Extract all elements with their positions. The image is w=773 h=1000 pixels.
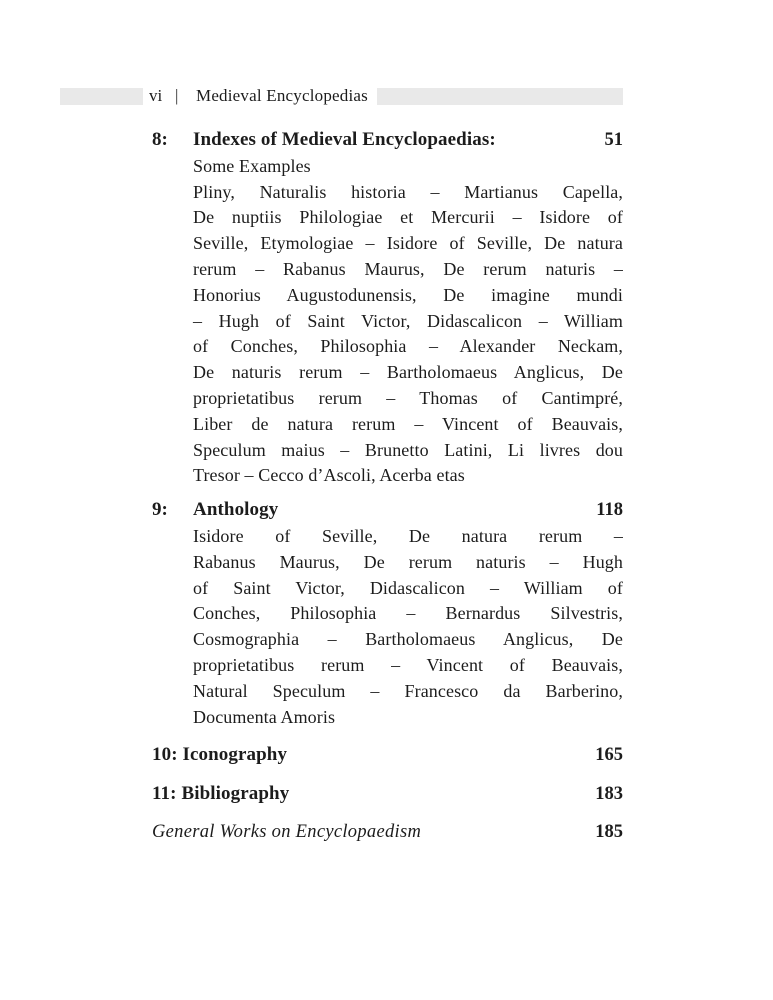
entry-body-line: De naturis rerum – Bartholomaeus Anglicus, De <box>193 362 623 383</box>
entry-body-line: Speculum maius – Brunetto Latini, Li livres dou <box>193 439 623 460</box>
entry-body-line: of Saint Victor, Didascalicon – William of <box>193 577 623 598</box>
entry-title-row <box>152 820 623 846</box>
entry-body-line: Natural Speculum – Francesco da Barberino, <box>193 680 623 701</box>
toc-entry <box>152 781 623 808</box>
entry-body-line: rerum – Rabanus Maurus, De rerum naturis – <box>193 258 623 279</box>
entry-page-number: 118 <box>596 500 623 521</box>
entry-page-number: 183 <box>595 784 623 805</box>
toc-entry <box>152 497 623 730</box>
entry-title-text: Bibliography <box>181 783 290 805</box>
entry-body-line: Isidore of Seville, De natura rerum – <box>193 525 623 546</box>
entry-body-line: Cosmographia – Bartholomaeus Anglicus, De <box>193 629 623 650</box>
toc-entry <box>152 127 623 489</box>
entry-title: Anthology <box>193 499 279 521</box>
running-title: Medieval Encyclopedias <box>196 86 368 105</box>
entry-body-line: Pliny, Naturalis historia – Martianus Capella, <box>193 181 623 202</box>
entry-body-line: Conches, Philosophia – Bernardus Silvestris, <box>193 603 623 624</box>
header-rule-left <box>60 88 143 105</box>
header-rule-right <box>377 88 623 105</box>
entry-body-line: Seville, Etymologiae – Isidore of Seville, De natura <box>193 233 623 254</box>
entry-title <box>152 781 289 807</box>
entry-title-row <box>152 781 623 808</box>
toc-entry <box>152 742 623 769</box>
entry-title-text: General Works on Encyclopaedism <box>152 821 422 842</box>
chapter-number: 9: <box>152 499 168 521</box>
chapter-number: 8: <box>152 129 168 150</box>
entry-title-row <box>152 742 623 769</box>
entry-body-line: De nuptiis Philologiae et Mercurii – Isidore of <box>193 207 623 228</box>
entry-title <box>152 820 421 846</box>
entry-body <box>193 127 623 489</box>
entry-body <box>193 497 623 730</box>
entry-body-line: – Hugh of Saint Victor, Didascalicon – William <box>193 310 623 331</box>
toc <box>152 127 623 846</box>
entry-body-line: proprietatibus rerum – Thomas of Cantimpré, <box>193 387 623 408</box>
header-separator: | <box>175 86 179 105</box>
entry-body-line: Honorius Augustodunensis, De imagine mundi <box>193 284 623 305</box>
entry-title <box>152 742 287 768</box>
entry-body-line: of Conches, Philosophia – Alexander Neckam, <box>193 336 623 357</box>
entry-title-row <box>193 127 623 154</box>
entry-body-line: Liber de natura rerum – Vincent of Beauvais, <box>193 413 623 434</box>
chapter-number: 11: <box>152 783 177 805</box>
entry-body-line: proprietatibus rerum – Vincent of Beauvais, <box>193 654 623 675</box>
toc-entry <box>152 820 623 846</box>
entry-page-number: 51 <box>604 130 623 150</box>
entry-page-number: 165 <box>595 745 623 766</box>
entry-body-line: Tresor – Cecco d’Ascoli, Acerba etas <box>193 465 465 486</box>
entry-title-text: Iconography <box>182 744 288 766</box>
entry-subtitle: Some Examples <box>193 155 311 176</box>
entry-body-line: Documenta Amoris <box>193 706 336 727</box>
entry-body-line: Rabanus Maurus, De rerum naturis – Hugh <box>193 551 623 572</box>
folio-page-number: vi <box>149 86 163 105</box>
entry-title: Indexes of Medieval Encyclopaedias: <box>193 129 496 150</box>
running-header <box>0 86 773 106</box>
chapter-number: 10: <box>152 744 178 766</box>
entry-page-number: 185 <box>595 821 623 842</box>
entry-title-row <box>193 497 623 524</box>
